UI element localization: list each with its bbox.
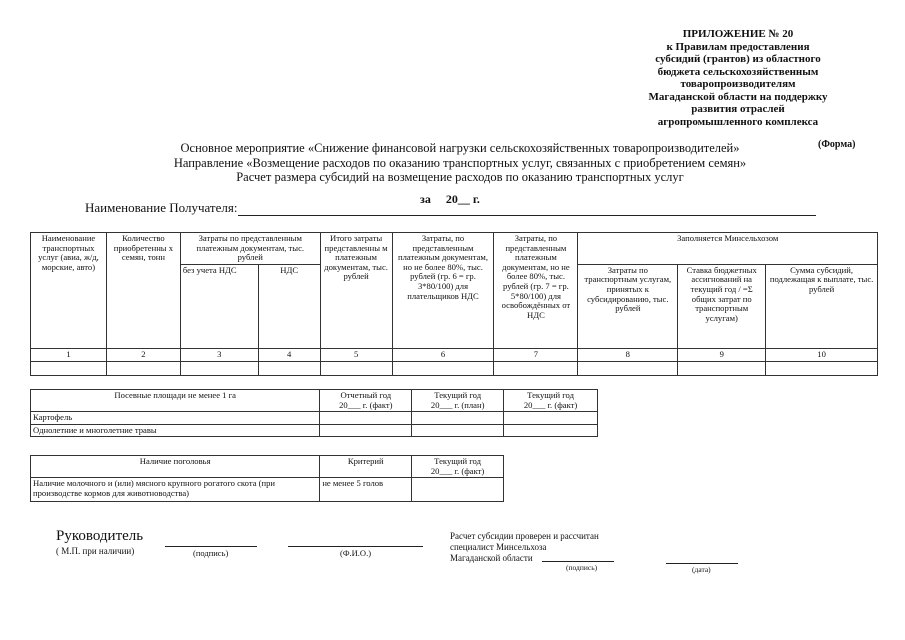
verification-block — [450, 531, 599, 564]
form-note: (Форма) — [818, 139, 856, 150]
appendix-line: агропромышленного комплекса — [657, 115, 819, 128]
appendix-header — [608, 28, 868, 128]
appendix-line: ПРИЛОЖЕНИЕ № 20 — [682, 28, 794, 40]
col-report-year: Отчетный год 20___ г. (факт) — [320, 390, 412, 412]
name-caption: (Ф.И.О.) — [340, 548, 372, 558]
appendix-line: субсидий (грантов) из областного — [655, 53, 821, 65]
data-cell[interactable] — [412, 478, 504, 502]
col-header-service-name: Наименование транспортных услуг (авиа, ж/д, морские, авто) — [31, 233, 107, 349]
data-cell[interactable] — [504, 412, 598, 425]
row-label-potato: Картофель — [31, 412, 320, 425]
col-header-costs-vat-exempt: Затраты, по представленным платежным документам, но не более 80%, тыс. рублей (гр. 7 = гр. 5*80/100) для освобождённых от НДС — [494, 233, 578, 349]
verify-line: специалист Минсельхоза — [450, 542, 547, 552]
recipient-field[interactable] — [238, 215, 816, 216]
heading-line-2: Направление «Возмещение расходов по оказанию транспортных услуг, связанных с приобретением семян» — [173, 155, 747, 170]
data-cell[interactable] — [766, 361, 878, 375]
col-header-ministry-group: Заполняется Минсельхозом — [578, 233, 878, 265]
verify-date-line[interactable] — [666, 563, 738, 564]
col-criterion: Критерий — [320, 456, 412, 478]
data-cell[interactable] — [578, 361, 678, 375]
col-header-payment-costs: Затраты по представленным платежным документам, тыс. рублей — [180, 233, 320, 265]
column-number: 10 — [766, 348, 878, 361]
appendix-line: к Правилам предоставления — [666, 40, 810, 53]
period-label: за 20__ г. — [420, 192, 480, 206]
data-cell[interactable] — [106, 361, 180, 375]
column-number: 4 — [258, 348, 320, 361]
appendix-line: развития отраслей — [691, 103, 785, 115]
data-cell[interactable] — [31, 361, 107, 375]
heading-line-1: Основное мероприятие «Снижение финансовой нагрузки сельскохозяйственных товаропроизводителей» — [180, 141, 740, 155]
main-calculation-table — [30, 232, 878, 376]
verify-date-caption: (дата) — [692, 565, 711, 574]
signature-line[interactable] — [165, 546, 257, 547]
livestock-header: Наличие поголовья — [31, 456, 320, 478]
column-number: 5 — [320, 348, 392, 361]
col-header-without-vat: без учета НДС — [180, 264, 258, 348]
signature-caption: (подпись) — [193, 548, 229, 558]
verify-signature-line[interactable] — [542, 561, 614, 562]
data-cell[interactable] — [320, 361, 392, 375]
data-cell[interactable] — [258, 361, 320, 375]
document-heading — [120, 141, 800, 185]
col-header-budget-rate: Ставка бюджетных ассигнований на текущий год / =Σ общих затрат по транспортным услугам) — [678, 264, 766, 348]
col-current-year-plan: Текущий год 20___ г. (план) — [412, 390, 504, 412]
column-number: 9 — [678, 348, 766, 361]
heading-line-3: Расчет размера субсидий на возмещение расходов по оказанию транспортных услуг — [236, 170, 684, 184]
appendix-line: Магаданской области на поддержку — [648, 90, 828, 103]
signature-head-label: Руководитель — [56, 528, 144, 544]
col-header-accepted-costs: Затраты по транспортным услугам, принятых к субсидированию, тыс. рублей — [578, 264, 678, 348]
name-line[interactable] — [288, 546, 423, 547]
col-header-costs-vat-payers: Затраты, по представленным платежным документам, но не более 80%, тыс. рублей (гр. 6 = гр. 3*80/100) для плательщиков НДС — [392, 233, 494, 349]
column-number: 8 — [578, 348, 678, 361]
column-number: 7 — [494, 348, 578, 361]
data-cell[interactable] — [320, 412, 412, 425]
col-header-total-costs: Итого затраты представленны м платежным документам, тыс. рублей — [320, 233, 392, 349]
data-cell[interactable] — [392, 361, 494, 375]
data-cell[interactable] — [412, 412, 504, 425]
col-header-seed-quantity: Количество приобретенны х семян, тонн — [106, 233, 180, 349]
appendix-line: товаропроизводителям — [680, 78, 796, 90]
column-number: 1 — [31, 348, 107, 361]
column-number: 3 — [180, 348, 258, 361]
appendix-line: бюджета сельскохозяйственным — [657, 65, 819, 78]
verify-signature-caption: (подпись) — [566, 563, 598, 572]
recipient-label: Наименование Получателя: — [85, 200, 238, 215]
data-cell[interactable] — [412, 424, 504, 437]
data-cell[interactable] — [320, 424, 412, 437]
criterion-value: не менее 5 голов — [320, 478, 412, 502]
areas-header: Посевные площади не менее 1 га — [31, 390, 320, 412]
verify-line: Магаданской области — [450, 553, 533, 563]
col-current-year-fact: Текущий год 20___ г. (факт) — [504, 390, 598, 412]
col-current-year: Текущий год 20___ г. (факт) — [412, 456, 504, 478]
data-cell[interactable] — [180, 361, 258, 375]
row-label-grasses: Однолетние и многолетние травы — [31, 424, 320, 437]
verify-line: Расчет субсидии проверен и рассчитан — [450, 531, 599, 541]
seal-note: ( М.П. при наличии) — [56, 546, 135, 556]
row-label-cattle: Наличие молочного и (или) мясного крупного рогатого скота (при производстве кормов для животноводства) — [31, 478, 320, 502]
col-header-vat: НДС — [258, 264, 320, 348]
column-number: 2 — [106, 348, 180, 361]
data-cell[interactable] — [494, 361, 578, 375]
data-cell[interactable] — [504, 424, 598, 437]
column-number: 6 — [392, 348, 494, 361]
livestock-table — [30, 455, 504, 502]
col-header-subsidy-amount: Сумма субсидий, подлежащая к выплате, тыс. рублей — [766, 264, 878, 348]
data-cell[interactable] — [678, 361, 766, 375]
sown-areas-table — [30, 389, 598, 437]
